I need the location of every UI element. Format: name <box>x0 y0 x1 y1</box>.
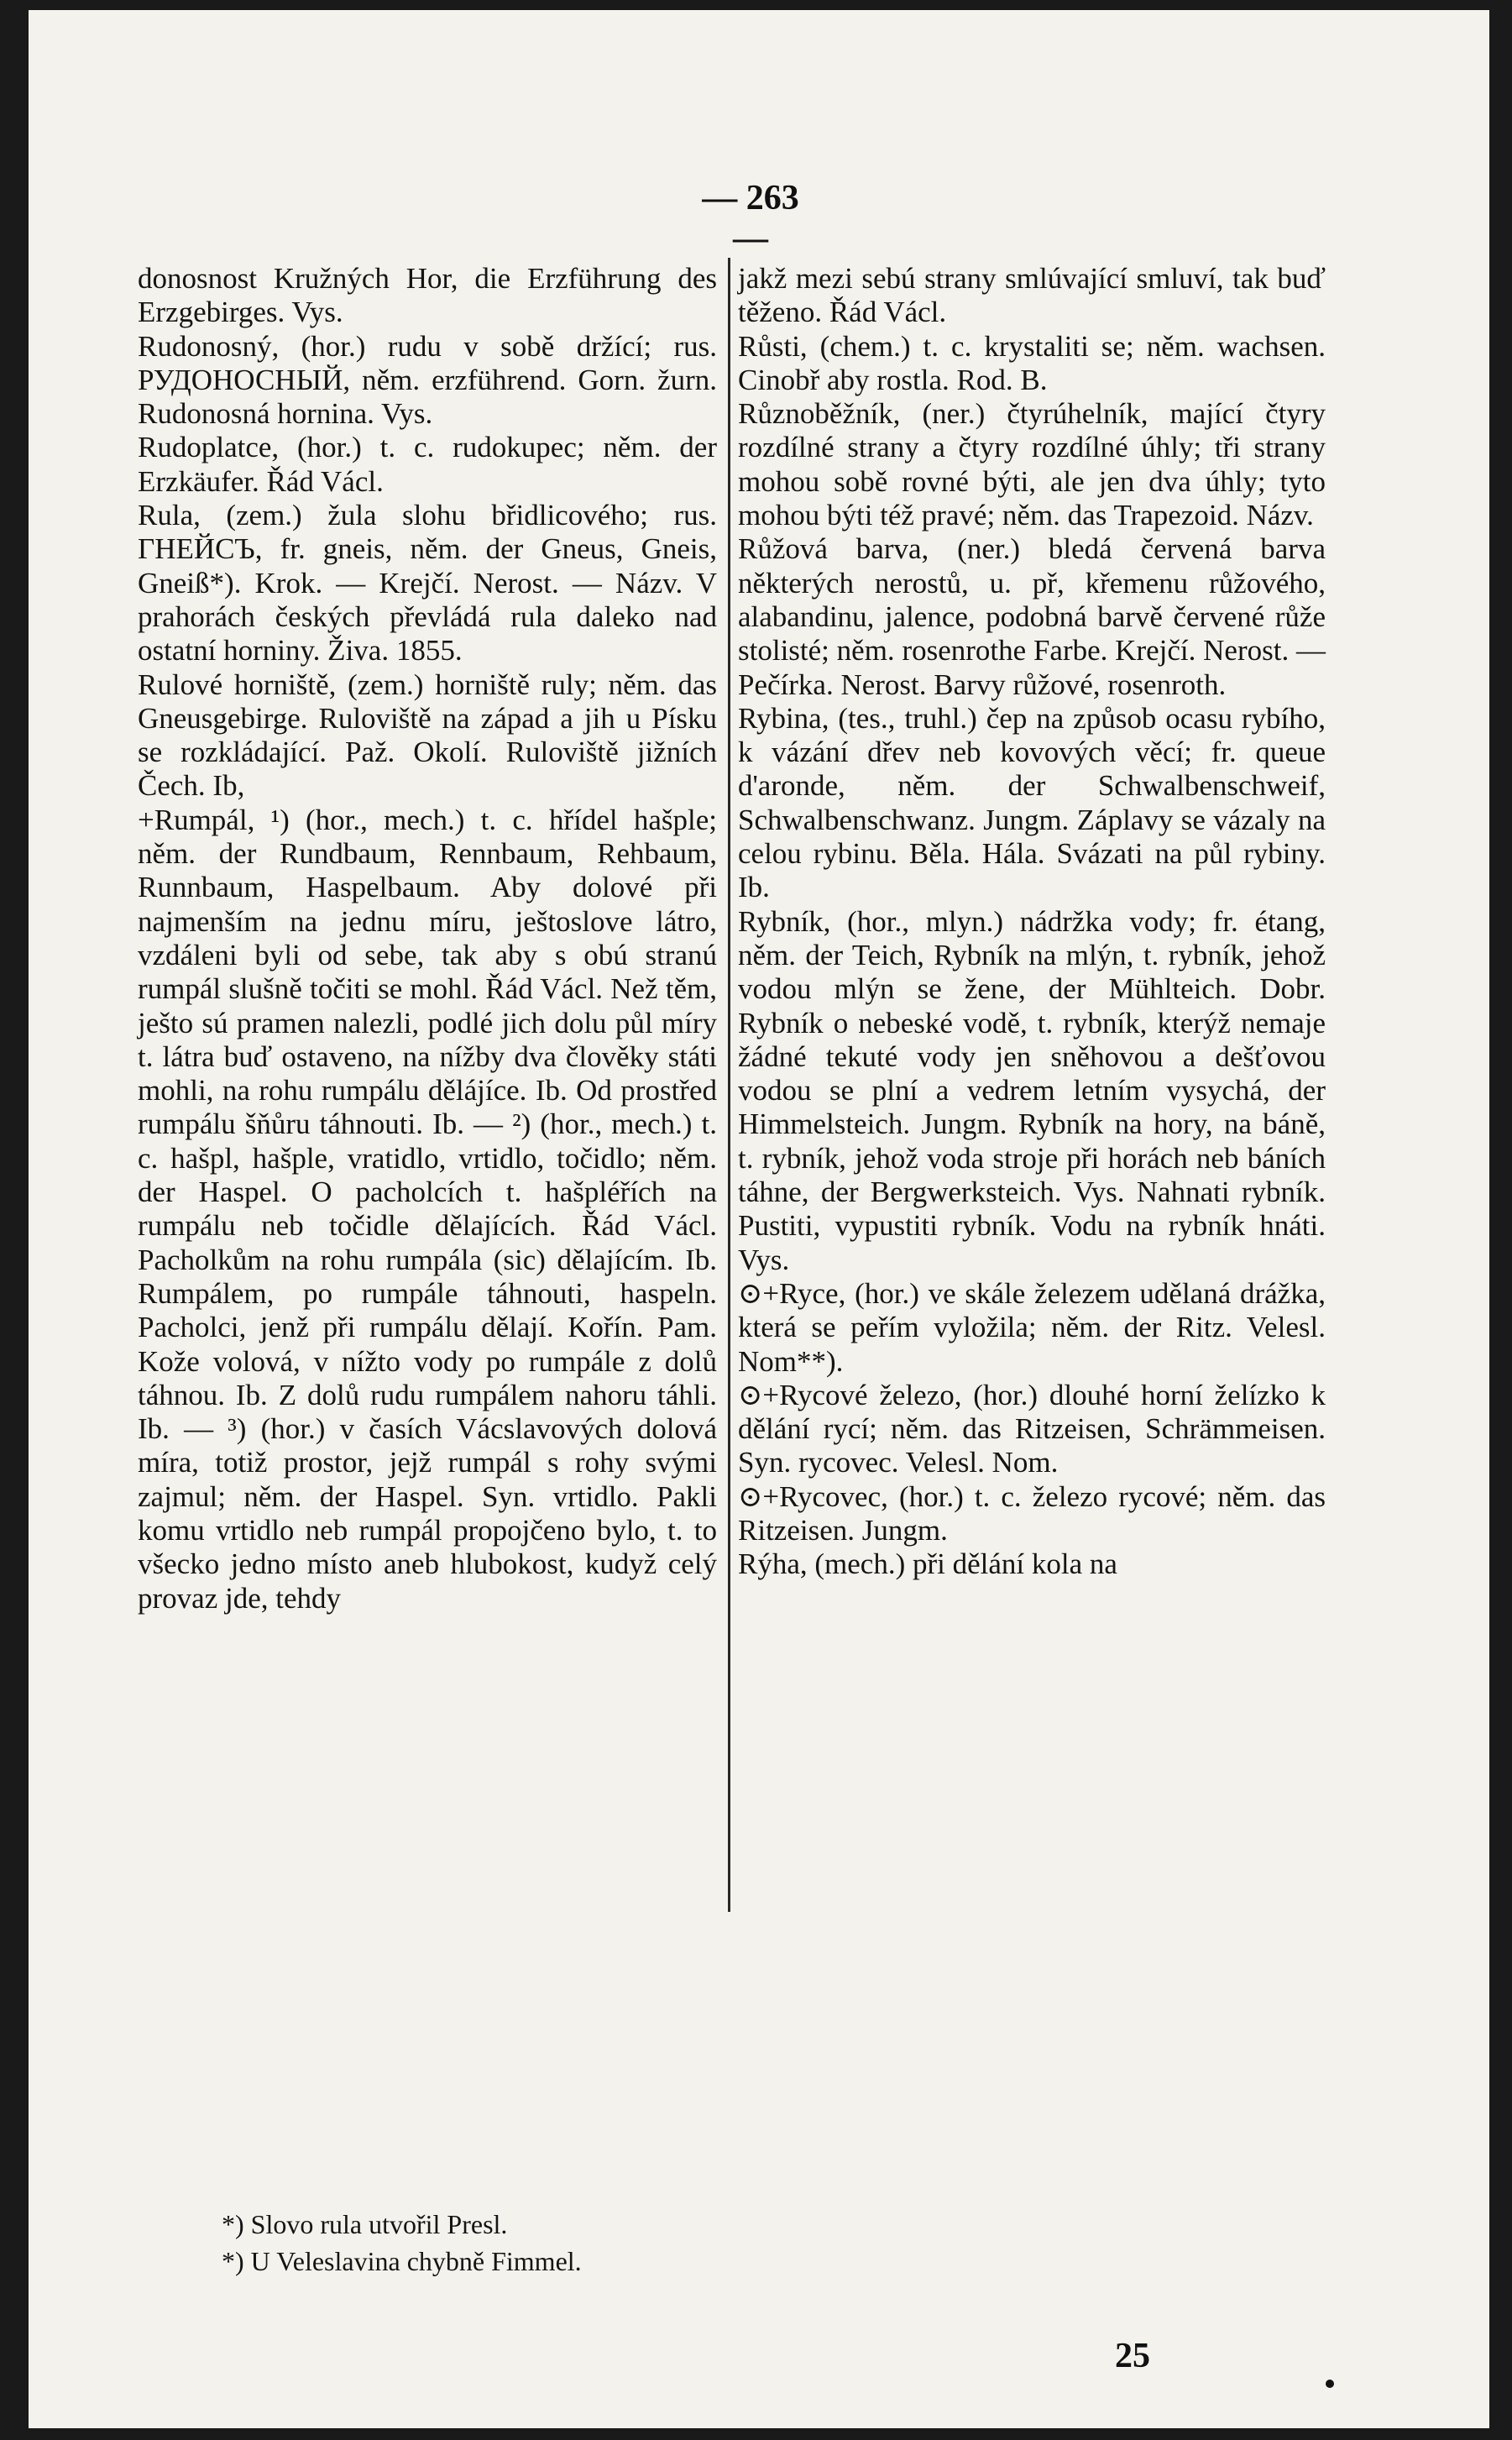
entry: Rybník, (hor., mlyn.) nádržka vody; fr. étang, něm. der Teich, Rybník na mlýn, t. rybník, jehož vodou mlýn se žene, der Mühlteich. Dobr. Rybník o nebeské vodě, t. rybník, kterýž nemaje žádné tekuté vody jen sněhovou a dešťovou vodou se plní a vedrem letním vysychá, der Himmelsteich. Jungm. Rybník na hory, na báně, t. rybník, jehož voda stroje při horách neb báních táhne, der Bergwerksteich. Vys. Nahnati rybník. Pustiti, vypustiti rybník. Vodu na rybník hnáti. Vys. <box>738 904 1326 1276</box>
entry: Rybina, (tes., truhl.) čep na způsob ocasu rybího, k vázání dřev neb kovových věcí; fr. queue d'aronde, něm. der Schwalbenschweif, Schwalbenschwanz. Jungm. Záplavy se vázaly na celou rybinu. Běla. Hála. Svázati na půl rybiny. Ib. <box>738 701 1326 904</box>
entry: jakž mezi sebú strany smlúvající smluví, tak buď těženo. Řád Václ. <box>738 262 1326 329</box>
entry: ⊙+Rycové železo, (hor.) dlouhé horní želízko k dělání rycí; něm. das Ritzeisen, Schrämmeisen. Syn. rycovec. Velesl. Nom. <box>738 1378 1326 1479</box>
entry: Rulové horniště, (zem.) horniště ruly; něm. das Gneusgebirge. Ruloviště na západ a jih u Písku se rozkládající. Paž. Okolí. Ruloviště jižních Čech. Ib, <box>138 668 717 803</box>
entry: +Rumpál, ¹) (hor., mech.) t. c. hřídel hašple; něm. der Rundbaum, Rennbaum, Rehbaum, Runnbaum, Haspelbaum. Aby dolové při najmenším na jednu míru, ještoslove látro, vzdáleni byli od sebe, tak aby s obú stranú rumpál slušně točiti se mohl. Řád Václ. Než těm, ješto sú pramen nalezli, podlé jich dolu půl míry t. látra buď ostaveno, na nížby dva člověky státi mohli, na rohu rumpálu dělájíce. Ib. Od prostřed rumpálu šňůru táhnouti. Ib. — ²) (hor., mech.) t. c. hašpl, hašple, vratidlo, vrtidlo, točidlo; něm. der Haspel. O pacholcích t. hašpléřích na rumpálu neb točidle dělajících. Řád Václ. Pacholkům na rohu rumpála (sic) dělajícím. Ib. Rumpálem, po rumpále táhnouti, haspeln. Pacholci, jenž při rumpálu dělají. Kořín. Pam. Kože volová, v nížto vody po rumpále z dolů táhnou. Ib. Z dolů rudu rumpálem nahoru táhli. Ib. — ³) (hor.) v časích Vácslavových dolová míra, totiž prostor, jejž rumpál s rohy svými zajmul; něm. der Haspel. Syn. vrtidlo. Pakli komu vrtidlo neb rumpál propojčeno bylo, t. to všecko jedno místo aneb hlubokost, kudyž celý provaz jde, tehdy <box>138 803 717 1615</box>
entry: donosnost Kružných Hor, die Erzführung des Erzgebirges. Vys. <box>138 262 717 329</box>
column-divider <box>728 258 730 1912</box>
entry: Různoběžník, (ner.) čtyrúhelník, mající čtyry rozdílné strany a čtyry rozdílné úhly; tři strany mohou sobě rovné býti, ale jen dva úhly; tyto mohou býti též pravé; něm. das Trapezoid. Názv. <box>738 397 1326 532</box>
entry: Růsti, (chem.) t. c. krystaliti se; něm. wachsen. Cinobř aby rostla. Rod. B. <box>738 329 1326 396</box>
left-column <box>138 262 717 1615</box>
entry: ⊙+Ryce, (hor.) ve skále železem udělaná drážka, která se peřím vyložila; něm. der Ritz. Velesl. Nom**). <box>738 1276 1326 1378</box>
page-number: — 263 — <box>702 179 799 258</box>
entry: Rýha, (mech.) při dělání kola na <box>738 1547 1117 1581</box>
entry: Rudoplatce, (hor.) t. c. rudokupec; něm. der Erzkäufer. Řád Václ. <box>138 431 717 498</box>
entry: Růžová barva, (ner.) bledá červená barva některých nerostů, u. př, křemenu růžového, alabandinu, jalence, podobná barvě červené růže stolisté; něm. rosenrothe Farbe. Krejčí. Nerost. — Pečírka. Nerost. Barvy růžové, rosenroth. <box>738 532 1326 701</box>
printer-signature: 25 <box>1115 2337 1150 2375</box>
footnotes <box>222 2206 977 2280</box>
footnote: *) U Veleslavina chybně Fimmel. <box>222 2246 582 2276</box>
entry: Rula, (zem.) žula slohu břidlicového; rus. ГНЕЙСЪ, fr. gneis, něm. der Gneus, Gneis, Gneiß*). Krok. — Krejčí. Nerost. — Názv. V prahorách českých převládá rula daleko nad ostatní horniny. Živa. 1855. <box>138 499 717 668</box>
footnote: *) Slovo rula utvořil Presl. <box>222 2209 508 2239</box>
book-page <box>29 10 1489 2428</box>
dot-mark <box>1326 2380 1334 2388</box>
entry: ⊙+Rycovec, (hor.) t. c. železo rycové; něm. das Ritzeisen. Jungm. <box>738 1479 1326 1547</box>
right-column <box>738 262 1326 1582</box>
entry: Rudonosný, (hor.) rudu v sobě držící; rus. РУДОНОСНЫЙ, něm. erzführend. Gorn. žurn. Rudonosná hornina. Vys. <box>138 329 717 431</box>
